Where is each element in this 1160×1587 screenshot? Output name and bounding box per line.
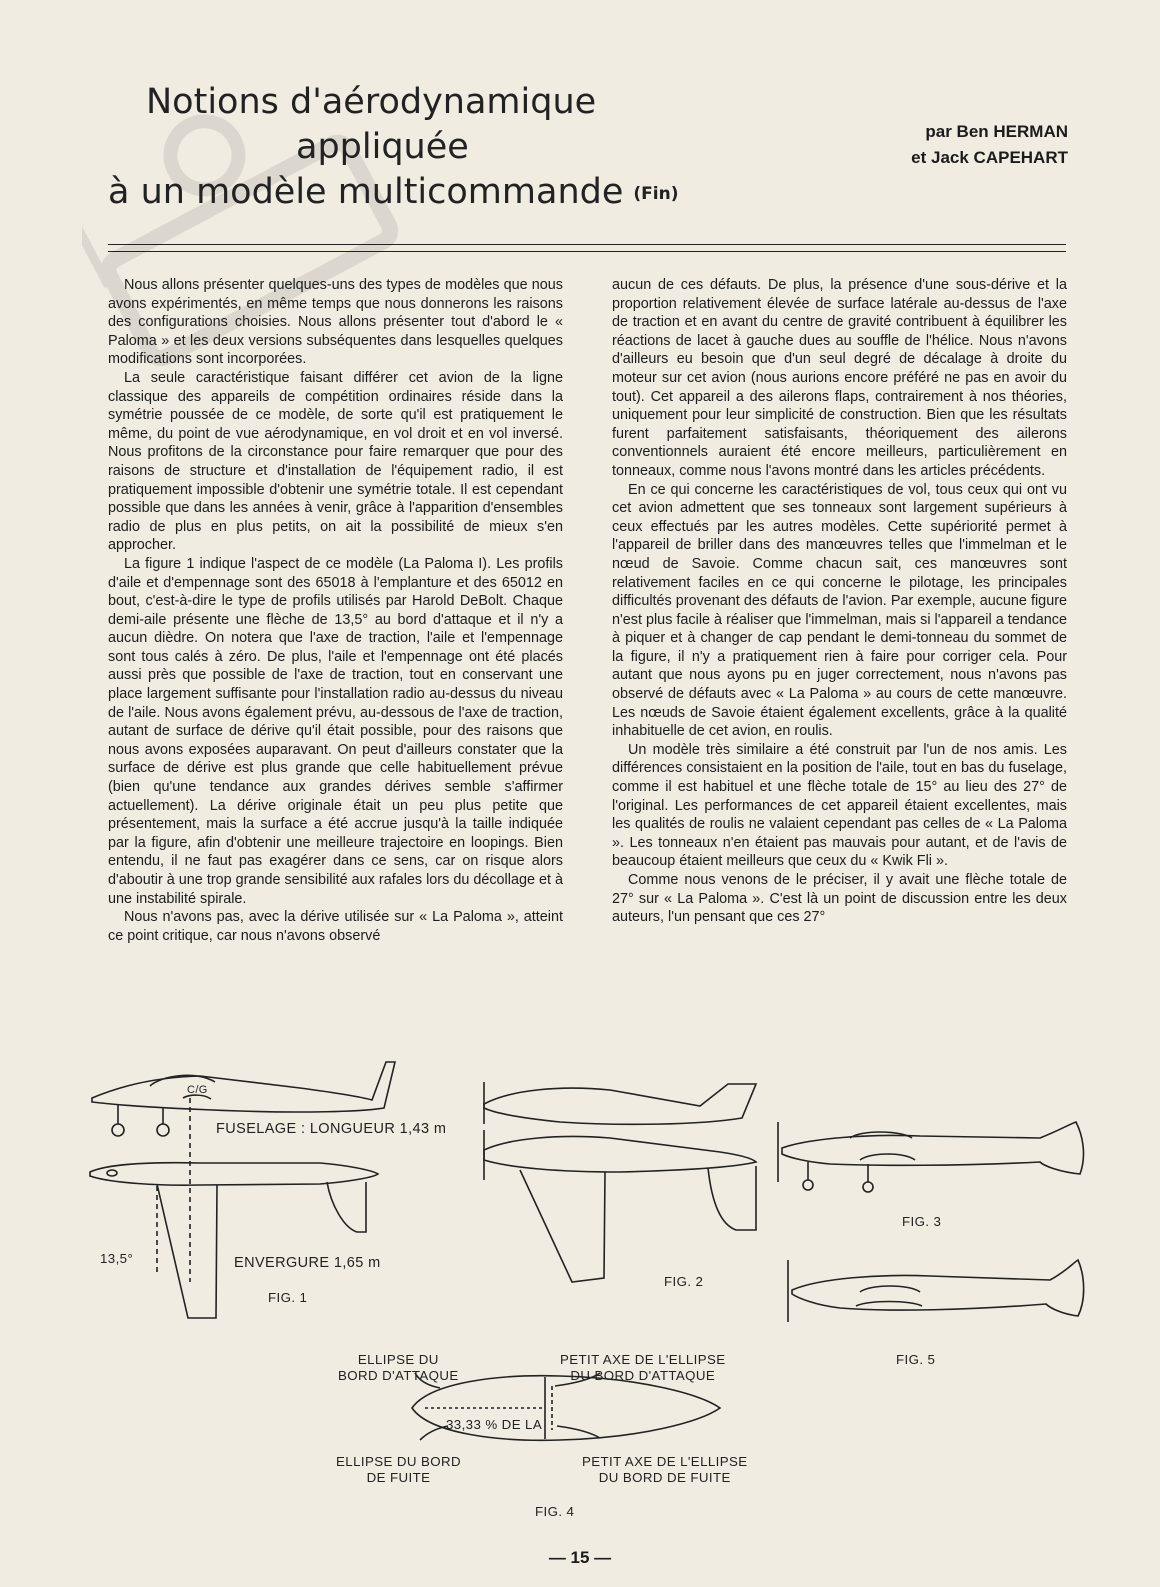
fig4-petit-axe-fuite-label: PETIT AXE DE L'ELLIPSE DU BORD DE FUITE <box>582 1454 748 1485</box>
fig3-drawing <box>778 1122 1083 1192</box>
left-paragraph-1: Nous allons présenter quelques-uns des types de modèles que nous avons expérimentés, en même temps que nous donnerons les raisons des configurations choisies. Nous allons présenter tout d'abord le « Paloma » et les deux versions subséquentes dans lesquelles quelques modifications sont incorporées. <box>108 277 563 368</box>
left-paragraph-3: La figure 1 indique l'aspect de ce modèle (La Paloma I). Les profils d'aile et d'empennage sont des 65018 à l'emplanture et des 65012 en bout, c'est-à-dire le type de profils utilisés par Harold DeBolt. Chaque demi-aile présente une flèche de 13,5° au bord d'attaque et il n'y a aucun dièdre. On notera que l'axe de traction, l'aile et l'empennage sont tous calés à zéro. De plus, l'aile et l'empennage ont été placés aussi près que possible de l'axe de traction, tout en conservant une place largement suffisante pour l'installation radio au-dessus du niveau de l'aile. Nous avons également prévu, au-dessous de l'axe de traction, autant de surface de dérive qu'il était possible, pour des raisons que nous avons exposées auparavant. On peut d'ailleurs constater que la surface de dérive est plus grande que celle habituellement prévue (bien qu'une tendance aux grandes dérives semble s'affirmer actuellement). La dérive originale était un peu plus petite que présentement, mais la surface a été accrue jusqu'à la taille indiquée par la figure, afin d'obtenir une meilleure trajectoire en loopings. Bien entendu, il ne faut pas exagérer dans ce sens, car on risque alors d'aboutir à une trop grande sensibilité aux rafales lors du décollage et à une instabilité spirale. <box>108 555 563 907</box>
title-suffix: (Fin) <box>633 184 679 204</box>
title-line-3-text: à un modèle multicommande <box>108 172 624 212</box>
left-paragraph-4: Nous n'avons pas, avec la dérive utilisée sur « La Paloma », atteint ce point critique, car nous n'avons observé <box>108 909 563 944</box>
author-line-1: par Ben HERMAN <box>925 122 1068 141</box>
fig4-ellipse-fuite-label: ELLIPSE DU BORD DE FUITE <box>336 1454 461 1485</box>
fig1-label: FIG. 1 <box>268 1290 308 1305</box>
fig5-label: FIG. 5 <box>896 1352 936 1367</box>
title-line-1: Notions d'aérodynamique <box>146 82 597 122</box>
fig5-drawing <box>788 1260 1084 1322</box>
fig4-ellipse-attaque-label: ELLIPSE DU BORD D'ATTAQUE <box>338 1352 459 1383</box>
fig2-label: FIG. 2 <box>664 1274 704 1289</box>
fig4-label: FIG. 4 <box>535 1504 575 1519</box>
fig4-center-label: 33,33 % DE LA <box>446 1417 543 1432</box>
fig1-fuselage-label: FUSELAGE : LONGUEUR 1,43 m <box>216 1121 447 1137</box>
fig2-drawing <box>484 1082 756 1282</box>
right-paragraph-2: En ce qui concerne les caractéristiques de vol, tous ceux qui ont vu cet avion admettent que ses tonneaux sont largement supérieurs à ceux effectués par les autres modèles. Cette supériorité permet à l'appareil de briller dans des manœuvres telles que l'immelman et le nœud de Savoie. Comme chacun sait, ces manœuvres sont relativement faciles en ce qui concerne le pilotage, les principales difficultés provenant des défauts de l'avion. Par exemple, aucune figure n'est plus facile à réaliser que l'immelman, mais si l'appareil a tendance à piquer et à changer de cap pendant le demi-tonneau du sommet de la figure, il n'y a pratiquement rien à faire pour corriger cela. Pour autant que nous ayons pu en juger correctement, nous n'avons pas observé de défauts avec « La Paloma » au cours de cette manœuvre. Les nœuds de Savoie étaient également excellents, grâce à la qualité inhabituelle de cet avion, en roulis. <box>612 481 1067 740</box>
fig1-cg-label: C/G <box>187 1084 208 1096</box>
left-paragraph-2: La seule caractéristique faisant différer cet avion de la ligne classique des appareils de compétition ordinaires réside dans la symétrie poussée de ce modèle, de sorte qu'il est pratiquement le même, du point de vue aérodynamique, en vol droit et en vol inversé. Nous profitons de la circonstance pour faire remarquer que pour des raisons de structure et d'installation de l'équipement radio, il est pratiquement impossible d'obtenir une symétrie totale. Il est cependant possible que dans les années à venir, grâce à l'apparition d'ensembles radio de plus en plus petits, on ait la possibilité de mieux s'en approcher. <box>108 369 563 554</box>
right-paragraph-4: Comme nous venons de le préciser, il y avait une flèche totale de 27° sur « La Paloma ». C'est là un point de discussion entre les deux auteurs, l'un pensant que ces 27° <box>612 872 1067 926</box>
fig1-angle-label: 13,5° <box>100 1251 134 1266</box>
fig1-envergure-label: ENVERGURE 1,65 m <box>234 1255 381 1271</box>
right-paragraph-1: aucun de ces défauts. De plus, la présence d'une sous-dérive et la proportion relativement élevée de surface latérale au-dessus de l'axe de traction et en avant du centre de gravité contribuent à équilibrer les réactions de lacet à gauche dues au souffle de l'hélice. Nous n'avons d'ailleurs eu besoin que d'un seul degré de décalage à droite du moteur sur cet avion (nous aurions encore préféré ne pas en avoir du tout). Cet appareil a des ailerons flaps, contrairement à nos théories, uniquement pour leur simplicité de construction. Bien que les résultats furent parfaitement satisfaisants, théoriquement des ailerons conventionnels auraient été encore meilleurs, particulièrement en tonneaux, comme nous l'avons montré dans les articles précédents. <box>612 277 1067 479</box>
title-line-2: appliquée <box>296 127 469 167</box>
fig4-petit-axe-attaque-label: PETIT AXE DE L'ELLIPSE DU BORD D'ATTAQUE <box>560 1352 726 1383</box>
fig3-label: FIG. 3 <box>902 1214 942 1229</box>
right-paragraph-3: Un modèle très similaire a été construit par l'un de nos amis. Les différences consistaient en la position de l'aile, tout en bas du fuselage, comme il est habituel et une flèche totale de 15° au lieu des 27° de l'original. Les performances de cet appareil étaient excellentes, mais les qualités de roulis ne valaient cependant pas celles de « La Paloma ». Les tonneaux n'en étaient pas mauvais pour autant, et de l'avis de beaucoup étaient meilleurs que ceux du « Kwik Fli ». <box>612 741 1067 870</box>
author-line-2: et Jack CAPEHART <box>911 148 1068 167</box>
page-number: — 15 — <box>548 1548 612 1567</box>
